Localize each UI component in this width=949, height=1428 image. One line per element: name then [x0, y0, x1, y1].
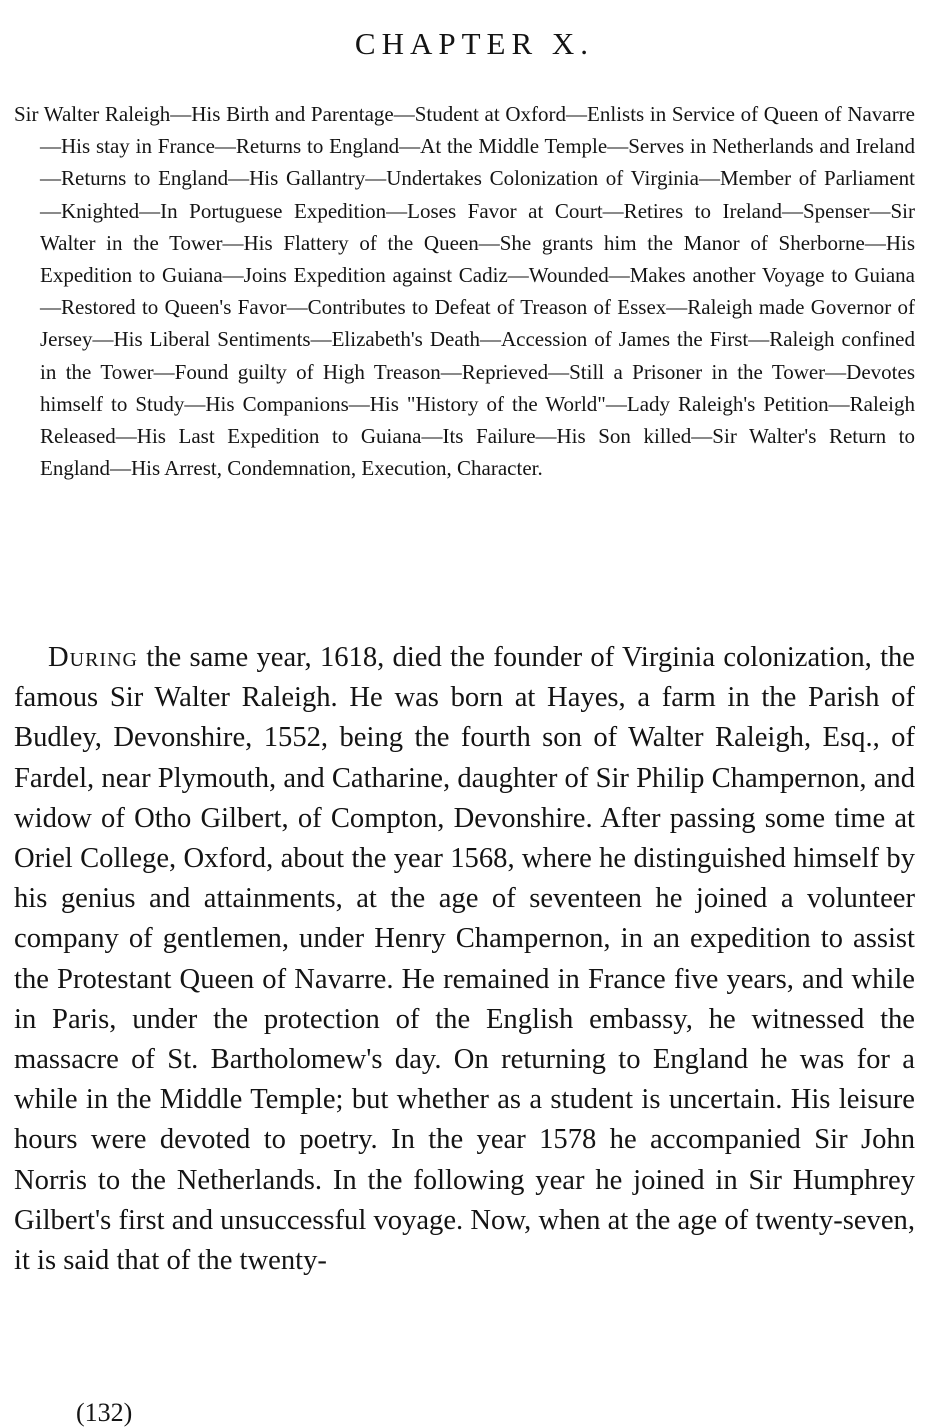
body-paragraph-text: the same year, 1618, died the founder of Virginia colonization, the famous Sir Walter Raleigh. He was born at Hayes, a farm in the Parish of Budley, Devonshire, 1552, being the fourth son of Walter Raleigh, Esq., of Fardel, near Plymouth, and Catharine, daughter of Sir Philip Champernon, and widow of Otho Gilbert, of Compton, Devonshire. After passing some time at Oriel College, Oxford, about the year 1568, where he distinguished himself by his genius and attainments, at the age of seventeen he joined a volunteer company of gentlemen, under Henry Champernon, in an expedition to assist the Protestant Queen of Navarre. He remained in France five years, and while in Paris, under the protection of the English embassy, he witnessed the massacre of St. Bartholomew's day. On returning to England he was for a while in the Middle Temple; but whether as a student is uncertain. His leisure hours were devoted to poetry. In the year 1578 he accompanied Sir John Norris to the Netherlands. In the following year he joined in Sir Humphrey Gilbert's first and unsuccessful voyage. Now, when at the age of twenty-seven, it is said that of the twenty-	[14, 642, 915, 1277]
chapter-heading: CHAPTER X.	[354, 26, 595, 61]
synopsis-continuation: Service of Queen of Navarre—His stay in France—Returns to England—At the Middle Temple—Serves in Netherlands and Ireland—Returns to England—His Gallantry—Undertakes Colonization of Virginia—Member of Parliament—Knighted—In Portuguese Expedition—Loses Favor at Court—Retires to Ireland—Spenser—Sir Walter in the Tower—His Flattery of the Queen—She grants him the Manor of Sherborne—His Expedition to Guiana—Joins Expedition against Cadiz—Wounded—Makes another Voyage to Guiana—Restored to Queen's Favor—Contributes to Defeat of Treason of Essex—Raleigh made Governor of Jersey—His Liberal Sentiments—Elizabeth's Death—Accession of James the First—Raleigh confined in the Tower—Found guilty of High Treason—Reprieved—Still a Prisoner in the Tower—Devotes himself to Study—His Companions—His "History of the World"—Lady Raleigh's Petition—Raleigh Released—His Last Expedition to Guiana—Its Failure—His Son killed—Sir Walter's Return to England—His Arrest, Condemnation, Execution, Character.	[40, 102, 916, 481]
body-paragraph	[14, 638, 915, 1281]
page-number: (132)	[76, 1398, 133, 1427]
opening-word: During	[48, 642, 138, 673]
chapter-synopsis	[14, 98, 915, 484]
synopsis-first-line: Sir Walter Raleigh—His Birth and Parentage—Student at Oxford—Enlists in	[14, 102, 667, 126]
